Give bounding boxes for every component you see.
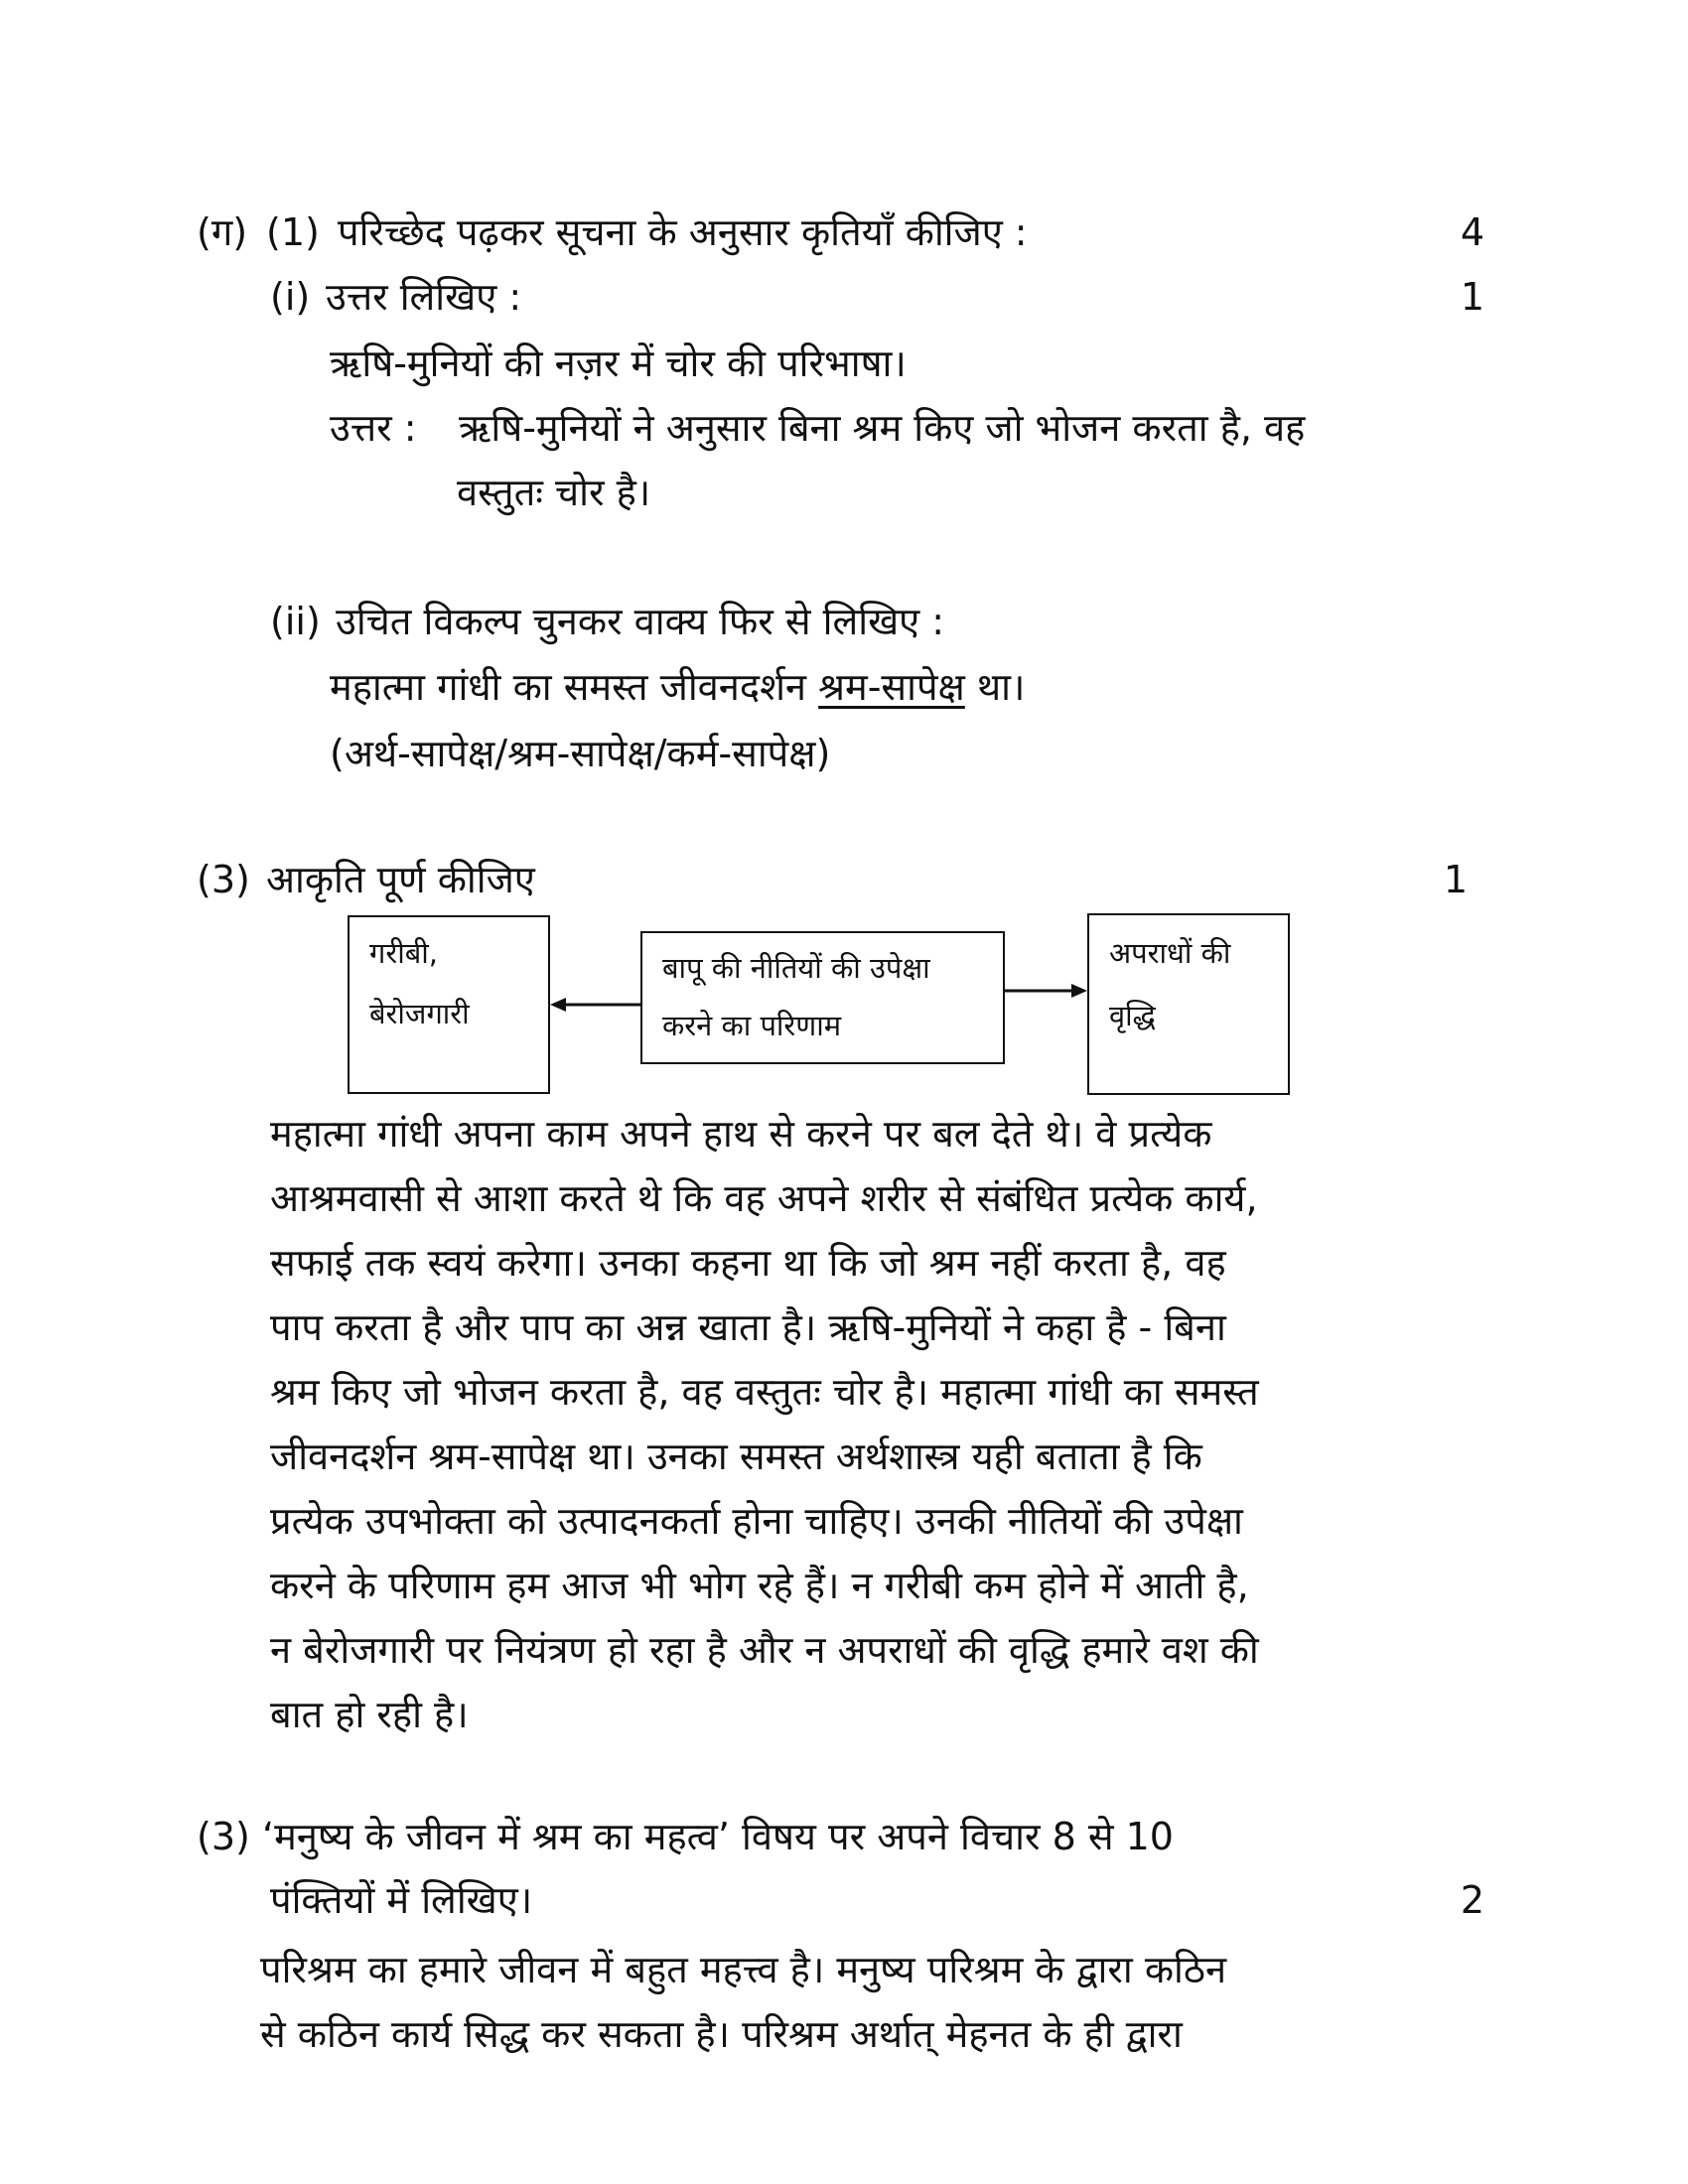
filled-answer: श्रम-सापेक्ष xyxy=(818,665,965,709)
question-text: ऋषि-मुनियों की नज़र में चोर की परिभाषा। xyxy=(330,341,907,385)
marks-label: 4 xyxy=(1460,210,1484,254)
answer-label: उत्तर : xyxy=(330,406,417,450)
passage-line: सफाई तक स्वयं करेगा। उनका कहना था कि जो श्रम नहीं करता है, वह xyxy=(270,1241,1226,1285)
passage-line: न बेरोजगारी पर नियंत्रण हो रहा है और न अपराधों की वृद्धि हमारे वश की xyxy=(270,1628,1259,1672)
subquestion-instruction: उचित विकल्प चुनकर वाक्य फिर से लिखिए : xyxy=(336,600,945,643)
marks-label: 1 xyxy=(1443,858,1468,901)
passage-line: प्रत्येक उपभोक्ता को उत्पादनकर्ता होना चाहिए। उनकी नीतियों की उपेक्षा xyxy=(270,1499,1243,1543)
diagram-left-line2: बेरोजगारी xyxy=(369,997,470,1030)
sentence-start: महात्मा गांधी का समस्त जीवनदर्शन xyxy=(330,665,806,709)
sentence-end: था। xyxy=(976,665,1026,709)
diagram-right-line1: अपराधों की xyxy=(1109,936,1231,970)
arrow-left-head xyxy=(550,998,566,1012)
diagram-center-line1: बापू की नीतियों की उपेक्षा xyxy=(662,951,930,985)
question-number: (3) xyxy=(197,858,250,901)
options-list: (अर्थ-सापेक्ष/श्रम-सापेक्ष/कर्म-सापेक्ष) xyxy=(330,732,831,775)
question-number: (1) xyxy=(266,210,320,254)
passage xyxy=(270,1102,1491,1747)
question-instruction: आकृति पूर्ण कीजिए xyxy=(266,858,535,901)
subquestion-number: (ii) xyxy=(270,600,321,643)
diagram-center-line2: करने का परिणाम xyxy=(662,1009,842,1042)
answer-line: परिश्रम का हमारे जीवन में बहुत महत्त्व है। मनुष्य परिश्रम के द्वारा कठिन xyxy=(260,1948,1227,1991)
marks-label: 2 xyxy=(1460,1878,1484,1922)
answer-text: ऋषि-मुनियों ने अनुसार बिना श्रम किए जो भोजन करता है, वह xyxy=(459,406,1306,450)
question-instruction: ‘मनुष्य के जीवन में श्रम का महत्व’ विषय पर अपने विचार 8 से 10 xyxy=(262,1815,1174,1858)
passage-line: श्रम किए जो भोजन करता है, वह वस्तुतः चोर है। महात्मा गांधी का समस्त xyxy=(270,1370,1259,1414)
answer-text-continued: वस्तुतः चोर है। xyxy=(457,471,651,514)
passage-line: पाप करता है और पाप का अन्न खाता है। ऋषि-मुनियों ने कहा है - बिना xyxy=(270,1305,1226,1349)
diagram-right-line2: वृद्धि xyxy=(1109,999,1156,1032)
diagram-left-line1: गरीबी, xyxy=(369,936,438,970)
passage-line: जीवनदर्शन श्रम-सापेक्ष था। उनका समस्त अर्थशास्त्र यही बताता है कि xyxy=(270,1434,1202,1478)
arrow-right-head xyxy=(1071,984,1087,998)
question-instruction-continued: पंक्तियों में लिखिए। xyxy=(270,1878,533,1922)
subquestion-number: (i) xyxy=(270,275,311,319)
answer-line: से कठिन कार्य सिद्ध कर सकता है। परिश्रम अर्थात् मेहनत के ही द्वारा xyxy=(260,2012,1183,2056)
question-instruction: परिच्छेद पढ़कर सूचना के अनुसार कृतियाँ कीजिए : xyxy=(338,210,1028,254)
question-number: (3) xyxy=(197,1815,250,1858)
marks-label: 1 xyxy=(1460,275,1484,319)
answer-paragraph xyxy=(260,1938,1511,2067)
passage-line: करने के परिणाम हम आज भी भोग रहे हैं। न गरीबी कम होने में आती है, xyxy=(270,1564,1249,1607)
passage-line: आश्रमवासी से आशा करते थे कि वह अपने शरीर से संबंधित प्रत्येक कार्य, xyxy=(270,1176,1258,1220)
passage-line: महात्मा गांधी अपना काम अपने हाथ से करने पर बल देते थे। वे प्रत्येक xyxy=(270,1112,1212,1156)
passage-line: बात हो रही है। xyxy=(270,1693,469,1736)
section-label: (ग) xyxy=(197,210,248,254)
subquestion-instruction: उत्तर लिखिए : xyxy=(326,275,522,319)
